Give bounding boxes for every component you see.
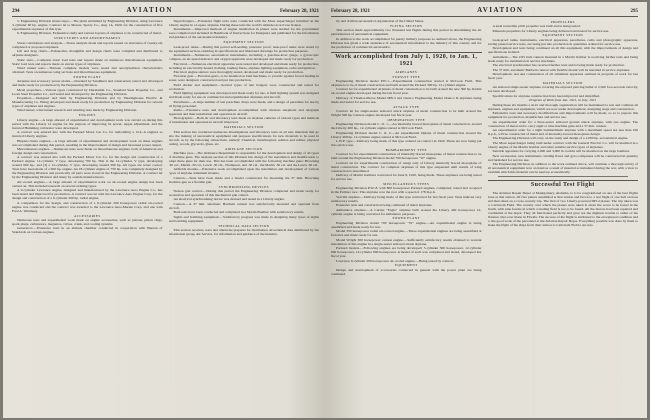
section-heading: ACCESSORIES [74,213,101,218]
paragraph: Missoula propellers for Liberty engines being delivered and tested for service use. [492,28,610,33]
paragraph: Engineering Division model PW-1.—Experimental construction started at McCook Field. This airplane is to be of metal construction and built around the Packard 300 hp. 12-cylinder engine. [331,78,482,87]
paragraph: A contract was entered into with the Packard Motor Car Co. for the design and construction of a Packard engine, 12-cylinder, V type, developing 700 hp. This is the 12-cylinder, V type, developing around 600 hp.; and (3) a 12-cylinder, V type, developing around 500 hp. All types are water cooled. Tests have been made of a 600 hp. engine. An 18-cylinder engine of 750 hp. was completely designed by the Engineering Division and practically all parts were stored in the Engineering Division. A contract let by the Engineering Division and many by outside manufacturers. [12,155,163,180]
left-column-1 [12,19,163,417]
paragraph: Field lighting equipment was developed and made ready for use. A field lighting system was designed and made ready for use on commercial and experimental airplanes and aircraft. [168,91,319,100]
paragraph: Extensive tests and construction being continued of metal airplanes. [336,203,433,208]
article-heading: Successful Test Flight [488,180,639,189]
section-heading: BOMBARDMENT TYPE [385,147,427,152]
paragraph: Verville airplane.—Delivery being made of this type contracted for last fiscal year. Tests indicate very satisfactory results. [331,194,482,203]
section-heading: PURSUIT TYPE [392,74,420,79]
paragraph: Delivery of Martin bombers contracted for June 9, 1920, being made. These airplanes are being tested for service use. [331,173,482,182]
section-heading: EQUIPMENT [394,263,418,268]
paragraph: Contract let for experimental airplanes of metal construction to be built around the new 300 hp. Radial air-cooled engine developed during the last fiscal year. [331,87,482,96]
paragraph: Flotation gear.—Flotation gears, to be installed on land machines, to provide against forced landing in water, were designed, constructed and put into production. [168,74,319,83]
paragraph: An electrical synchronizing device was devised and tested in a Liberty engine. [173,197,285,202]
paragraph: Lift and drag charts.—Exhaustive, thoughtful and design charts were compiled and distributed to airplane designers. [12,49,163,58]
paragraph: Electrical engine starters were thoroughly tested, developed and made ready for production. [173,69,304,74]
right-running-head [331,7,638,17]
paragraph: Delivery of Thomas-Morse Model MB-3 and Orenco Engineering Model Orenco D airplanes being made and tested for service use. [331,95,482,104]
paragraph: Development, test and construction of all armament apparatus outlined in program of work for last fiscal year. [487,71,638,80]
right-page [325,2,647,418]
paragraph: Suitable apparatus for carrying 2,000 and 3,000 lb. bombs will be installed on the large bombers. [492,149,631,154]
paragraph: Exhaustive tests and necessary modifications and improvements will be made, so as to prepare this equipment for production, manufacture and service use. [487,111,638,120]
paragraph: Engineering Division model C. O. 1.—An internally braced monoplane of metal construction, around the Liberty 400 hp., 12-cylinder engine started at McCook Field. [331,122,482,131]
section-heading: STRUCTURES AND AERODYNAMICS [53,36,121,41]
section-heading: SYNCHRONIZING DEVICES [218,184,269,189]
paragraph: Electrical.—Numerous electrical apparatus were tested and developed and made ready for production, including an electrically heated clothing, landing flares, airplane lighting equipment, radio and ignition. [168,61,319,70]
divider-rule [498,176,629,177]
paragraph: In addition to the work accomplished for purely military purposes as outlined above, the Engineering Division has given a wide assistance of aeronautical information to the industry of this country and for the promotion of commercial aeronautics. [331,36,482,49]
paragraph: A contract was entered into with the Packard Motor Car Co. for remodeling a 12-L-A engines as inverted Liberty engines. [12,130,163,139]
paragraph: Contract let for experimental construction of wings only of Liberty internally braced monoplane of metal construction. The contract for complete airplanes of this type suspended until results of wing construction is determined. [331,160,482,173]
right-page-number: 295 [630,9,638,14]
section-heading: PROPELLERS [550,19,575,24]
paragraph: Wind tunnel tests.—Thirteen complete models were tested and aerodynamical characteristics obtained. Tests on numerous wing sections and miscellaneous equipment. [12,65,163,74]
paragraph: An experimental order for a three-seater armored ground attack airplane, with one engine. The construction of metal and to carry eight or nine machine guns and a 37 mm. cannon. [487,119,638,128]
paragraph: An armored single-seater airplane covering the exposed piercing bullet at 2,500 foot-seconds velocity, has been developed. [487,85,638,94]
paragraph: Instruments.—Numerous aeronautical instruments, including a gasoline-level gauge, a gyroscopic compass, an air-speed indicator and oxygen apparatus were developed and made ready for production. [168,53,319,62]
paragraph: The Aviation Repair Depot at Montgomery, Alabama, is to be congratulated on one of the best flights done at that station. Of five planes assembled at that station and flown to a test flight of one half an hour and then taken on a cross-country trip. The first of two Liberty-powered DH-4 planes. The trip taken was to Carlstrom Field. The country over which the planes were taken is about the worst to be found in the South, with pine forests in which a landing field is not to be found. All the motors had been repaired and overhauled at the depot. They all functioned perfectly and gave not the slightest trouble to either of the distance trips ever made in Florida. The success of the flight is attributed to the exceptional condition and to the good work of the personnel at the Aviation Repair Depot. Everything possible was done by them to make the flight of the ships from their station to Carlstrom Field a success. [487,190,638,227]
right-columns [331,19,638,417]
section-heading: EQUIPMENT SECTION [542,33,584,38]
paragraph: The Engineering Division will carry on the study and design of a 1,000 hp. aeronautical engine. [492,136,629,141]
paragraph: 5. Engineering Division monocoupe.—The plans submitted by Engineering Division, using Lawrance 3-cylinder 60 hp. engine. Contract let to Messrs. Sperry Co., Aug. 14, 1920, for the construction of five experimental airplanes of this type. [12,19,163,32]
paragraph: Nelson gun control.—During this period the Engineering Division completed and made ready for production and operation of this mechanical gun control. [168,189,319,198]
left-column-2 [169,19,320,417]
paragraph: L.W.F. type.—Delivery being made of this type ordered on contract in 1920. These are now being put into service use. [331,139,482,148]
paragraph: Specifications for airplane construction have been improved and simplified. [492,93,601,98]
left-columns [12,19,319,417]
paragraph: try and civilian aeronautical organization of the United States. [336,19,425,23]
right-magazine-title: AVIATION [477,6,524,14]
paragraph: Numerous tests and experimental work made on engine accessories, such as pistons, piston rings, spark plugs, carburetors, magnetos, valves, crank, and cooling systems. [12,217,163,226]
paragraph: Contract let for single-seater armored attack airplane of metal construction to be built around the Wright 300 hp. Cannon engine developed last fiscal year. [331,108,482,117]
paragraph: The Moss supercharger being built under contract with the General Electric Co. will be installed in a Liberty engine of the Martin bomber and other suitable service types of airplanes. [487,140,638,149]
paragraph: Armament.—The 2.95 inch cannon mounted in a Martin bomber is receiving further tests and being made ready for installation in service machines. [487,54,638,63]
section-heading: ATTACK TYPE [393,104,420,109]
paragraph: Miscellaneous engines.—Numerous tests were made on miscellaneous engines, both of American and foreign design and construction. [12,146,163,155]
paragraph: New accessories, new instruments, landing flares and gyro-compasses will be constructed in quantity and furnished for service use. [487,153,638,162]
left-page-number: 294 [12,9,20,14]
right-column-1 [331,19,482,417]
paragraph: Leak-proof tanks.—During this period self-sealing, puncture proof, leak-proof tanks were tested by the equipment section, resulting in specifications and illustrated drawings for production purposes. [168,44,319,53]
paragraph: Static tests.—Complete static load tests and reports made on numerous miscellaneous equipment. Static load tests and reports made on eleven types of airplanes. [12,57,163,66]
section-heading: TECHNICAL DATA SECTION [218,223,270,228]
paragraph: Wind tunnel, wind tunnel research and whirling tests made by Engineering Division. [17,108,138,113]
paragraph: Radio.—Extensive tests and development accomplished with wireless telephone and telegraph apparatus and their installation and operation in aircraft. [168,108,319,117]
section-heading: OBSERVATION TYPE [387,117,426,122]
paragraph: An experimental order for a night bombardment airplane with a maximum speed not less than 100 m.p.h., will be constructed of metal and of internally-braced monoplane design. [487,128,638,137]
paragraph: A steel reversible pitch propeller was built and is being tested. [492,24,581,29]
paragraph: Cannon.—Tests have been made and a model constructed for mounting the 37 mm. Browning machine-gun as a flexible gun. [168,175,319,184]
paragraph: Stress calculations and analysis.—Stress analysis made and reports issued on structures of twenty-six completed or proposed airplanes. [12,40,163,49]
paragraph: Liberty engine.—A large amount of experimental and development work was carried on during this period with the Liberty 12 engine for the purpose of improving its power, tappet adjustment, and the inverted Humming carburetor were developed. [12,117,163,130]
section-heading: POWER PLANT [73,74,101,79]
paragraph: Sights and bombing equipment.—Satisfactory progress was made in designing many types of sights and bombing equipment. [168,214,319,223]
paragraph: Airfields mounts.—Extensive work accomplished upon the installation and development of various types of airplane armament mounts. [168,167,319,176]
paragraph: Model 350 horsepower radial air-cooled engine.—Three experimental engines are being assembled at factories and made ready for test. [331,229,482,238]
subheading: Program of Work from Jan. 1921, to July, 1921 [529,98,597,103]
paragraph: The electrical synchronizer has received further tests and is being made ready for production. [492,63,625,68]
magazine-spread [3,2,647,418]
paragraph: Lawrance 9-cylinder 200 horsepower air-cooled engine.—Being tested by contract. [336,258,455,263]
paragraph: Cannon.—A 37 mm. automatic Baldwin cannon was satisfactorily mounted and operated from aircraft. [168,201,319,210]
paragraph: Propellers.—Designed and built by Engineering Division and by Westinghouse Electric & Manufacturing Co. Being developed and made ready for production by Engineering Division for several types of airplanes and engines. [12,96,163,109]
paragraph: Air-cooled engines.—A large amount of experimental work on air-cooled engine design has been carried on. This included research on several existing types. [12,179,163,188]
paragraph: This section has conducted numerous investigations and laboratory tests on all new materials that go into the making of aeronautical equipment and prepares specifications for new materials to be used in aircraft, as by the following subsections, namely: Chemical, metallurgical, textiles and rubber, physical testing, woods, glycerols, glues, etc. [168,129,319,146]
paragraph: During these six months a strict and thorough organization will be maintained to test and continue all airplanes, engines and equipment, which are now under development, designing stage and construction. [487,102,638,111]
paragraph: Leak-proof tanks, instruments, electrical apparatus, parachutes, radio and photographic apparatus, having passed service tests, are being put into production in quantities ordered for service use. [487,37,638,46]
paragraph: Machine year.—The Ordnance Department is responsible for the development and design of all types of machine guns. The airplane section of this Division has charge of the installation and modification to adapt these guns for their use. This has been accomplished with the following machine guns: Browning .30 cal., Marlin .30 cal., Lewis .30 cal., Thompson, and .50 cal., the Marlin .30 cal. and the Lewis .30 cal. [168,150,319,167]
paragraph: Instruments.—Improved methods of engine installation in planes were studied for the government were compiled and included in Handbook of Instructions for Designers and published for the information and guidance of the aeronautical industry. [168,27,319,40]
left-issue-date: February 28, 1921 [279,9,319,14]
paragraph: The Engineering Division, in addition to the work outlined above, will continue a thorough survey of all aeronautical equipment now on hand as a result of material accumulated during the war, with a view to establish which this material can be used up economically. [487,162,638,175]
paragraph: Ambulance airplane.—A Curtiss "Eagle" airplane built around the Liberty 400 horsepower 12-cylinder engine is being converted for ambulance purposes. [331,207,482,216]
paragraph: Both tests have been conducted and completed in a Martin Bomber with satisfactory results. [173,210,305,215]
paragraph: The 37 mm. automatic Baldwin cannon with flexible mount will be installed in service airplanes. [492,67,631,72]
paragraph: Parachutes.—A large number of test parachute drops were made, and a design of parachute for use by all flying personnel. [168,99,319,108]
paragraph: A competition for the design, and construction of a 9-cylinder 200 horsepower radial air-cooled engine was conducted and the contract was awarded to the Lawrance Aero-Marine Corp. and one with Fred A. Weinberg. [12,200,163,213]
section-heading: MATERIALS SECTION [542,80,583,85]
section-heading: MATERIALS SECTION [223,125,264,130]
left-running-head [12,7,319,17]
paragraph: Superchargers.—Extensive flight tests were conducted with the Moss supercharger installed on the Liberty engine in a Lepere airplane. During these tests the world's altitude record was broken. [168,19,319,28]
paragraph: Development and tests being continued on all this equipment, with the improvements of design and specifications in mind. [487,46,638,55]
section-heading: EQUIPMENT SECTION [223,40,265,45]
paragraph: Field shelter and equipment.—Several types of tent hangars were constructed and tested for production. [168,82,319,91]
right-column-2 [488,19,639,417]
paragraph: Hispano-Suiza engines.—A large amount of experimental and development work on these engines was accomplished during this period, resulting in the improvement of design and increased power output. [12,138,163,147]
paragraph: Airplane and accessory power plants.—Invented by Sandhurst and constructed, tested and developed and made ready for production by the Engineering Division. [12,79,163,88]
paragraph: Contract let for experimental construction of internally braced monoplane of metal construction to be built around the Engineering Division model 700 horsepower "W" engine. [331,152,482,161]
paragraph: Engineering Division P.W.-8, with 800 horsepower Packard engines, completed, tested and accepted in the Pulitzer race. This airplane won the race with a speed of 178 m.p.h. [331,186,482,195]
paragraph: This section receives, sorts and otherwise prepares for distribution all technical data distributed by the information group, Air Service, for information and guidance of the industry. [168,227,319,236]
paragraph: Engineering Division model 700 horsepower "W" engine.—An experimental engine is being assembled and made ready for test. [331,220,482,229]
article-heading: Work accomplished from July 1, 1920, to Jan. 1, 1921 [331,52,482,68]
section-heading: AIRPLANE SECTION [225,146,263,151]
paragraph: Engineering Division model C. O. 2.—An experimental biplane of metal construction around the Liberty 400 hp. 12-cylinder engine started at McCook Field. [331,130,482,139]
paragraph: Packard models.—Following engines are being developed: 5-cylinder 300 horsepower, 12-cylinder 600 horsepower, 12-cylinder 800 horsepower. A model of each was completed and tested, developed last fiscal year. [331,246,482,259]
section-heading: AIRPLANES [395,69,418,74]
section-heading: POWER PLANT [392,216,420,221]
right-issue-date: February 28, 1921 [331,9,371,14]
section-heading: ENGINES [78,113,96,118]
paragraph: 6. Engineering Division. Exhaustive study and various layouts of airplanes to be constructed of metal. [17,31,162,36]
left-magazine-title: AVIATION [126,6,173,14]
section-heading: FLYING SECTION [390,23,423,28]
paragraph: This section made approximately two thousand test flights during this period in determining the air performances of aeronautical equipment. [331,28,482,37]
paragraph: Metal propellers.—Various types constructed by Duralumin Co., Standard Steel Propeller Co., and Leola Steel Propeller Co., and tested and developed by the Engineering Division. [12,87,163,96]
left-page [3,2,325,418]
paragraph: Model Wright 300 horsepower cannon engine.—Sufficiently satisfactory results obtained to warrant installation of this engine in a single-seater armored attack airplane. [331,237,482,246]
section-heading: MISCELLANEOUS TYPES [383,181,430,186]
paragraph: Generators.—Extensive tests in an altitude chamber conducted in cooperation with Bureau of Standards on various engines. [12,226,163,235]
paragraph: Photographic.—Both air and laboratory tests made on airplane cameras of various types and methods of installation and operation in aircraft improved. [168,116,319,125]
paragraph: Design and development of accessories connected in general with the power plant are being continued. [331,267,482,276]
paragraph: A 9-cylinder Lawrance engine, designed and manufactured by the Lawrance Aero Engine Co., has been tested and improved for production. A contract was let with the Lawrance Aero Engine Corp. for the design and construction of a 9-cylinder 200 hp. radial engine. [12,188,163,201]
